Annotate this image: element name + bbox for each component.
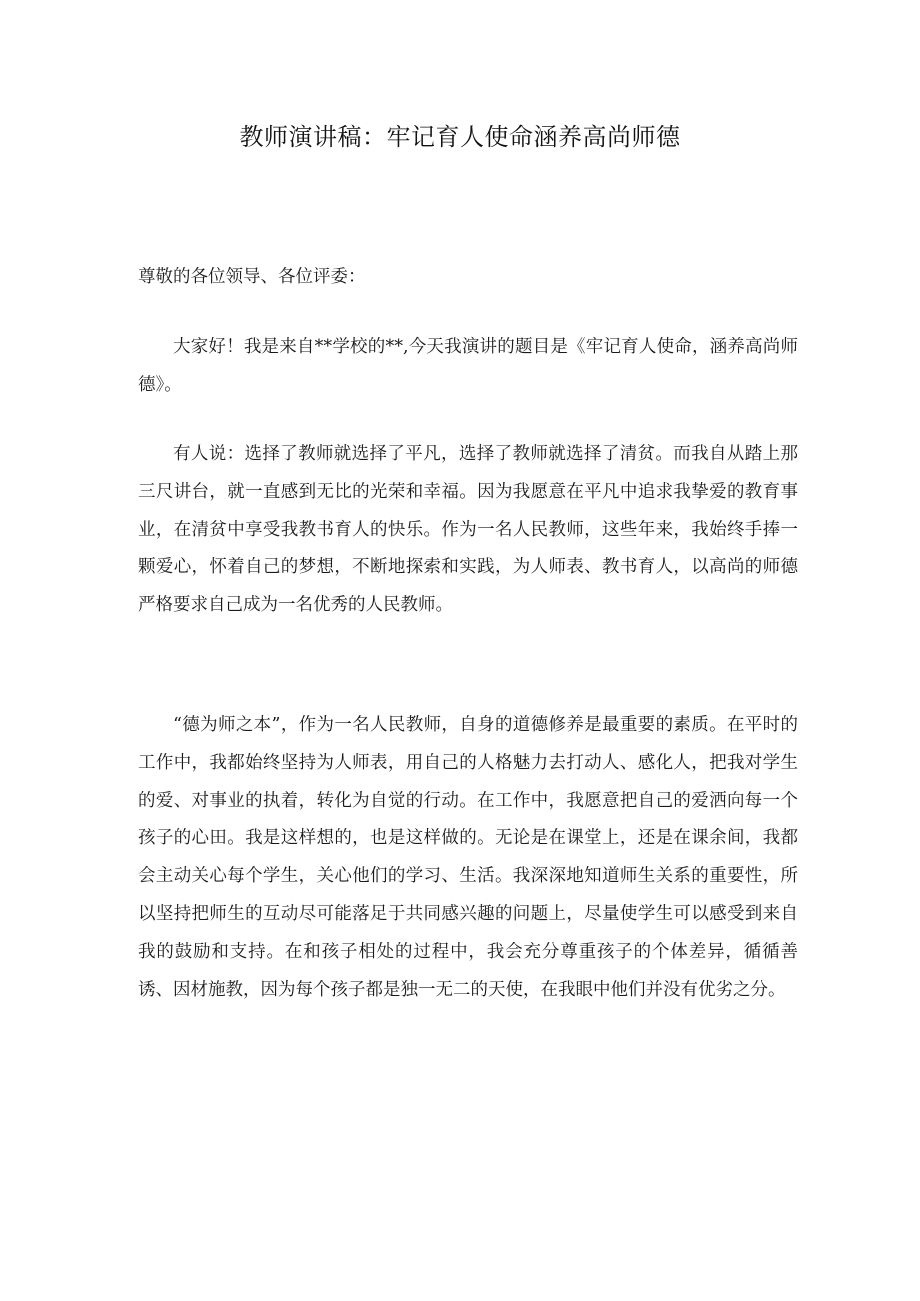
- paragraph-1: 大家好！我是来自**学校的**,今天我演讲的题目是《牢记育人使命，涵养高尚师德》。: [138, 337, 798, 395]
- salutation: 尊敬的各位领导、各位评委：: [138, 267, 366, 287]
- paragraph-2: 有人说：选择了教师就选择了平凡，选择了教师就选择了清贫。而我自从踏上那三尺讲台，就一直感到无比的光荣和幸福。因为我愿意在平凡中追求我挚爱的教育事业，在清贫中享受我教书育人的快乐。作为一名人民教师，这些年来，我始终手捧一颗爱心，怀着自己的梦想，不断地探索和实践，为人师表、教书育人，以高尚的师德严格要求自己成为一名优秀的人民教师。: [138, 444, 798, 616]
- document-title: 教师演讲稿：牢记育人使命涵养高尚师德: [239, 123, 681, 151]
- paragraph-3: “德为师之本”，作为一名人民教师，自身的道德修养是最重要的素质。在平时的工作中，我都始终坚持为人师表，用自己的人格魅力去打动人、感化人，把我对学生的爱、对事业的执着，转化为自觉的行动。在工作中，我愿意把自己的爱洒向每一个孩子的心田。我是这样想的，也是这样做的。无论是在课堂上，还是在课余间，我都会主动关心每个学生，关心他们的学习、生活。我深深地知道师生关系的重要性，所以坚持把师生的互动尽可能落足于共同感兴趣的问题上，尽量使学生可以感受到来自我的鼓励和支持。在和孩子相处的过程中，我会充分尊重孩子的个体差异，循循善诱、因材施教，因为每个孩子都是独一无二的天使，在我眼中他们并没有优劣之分。: [138, 715, 798, 1000]
